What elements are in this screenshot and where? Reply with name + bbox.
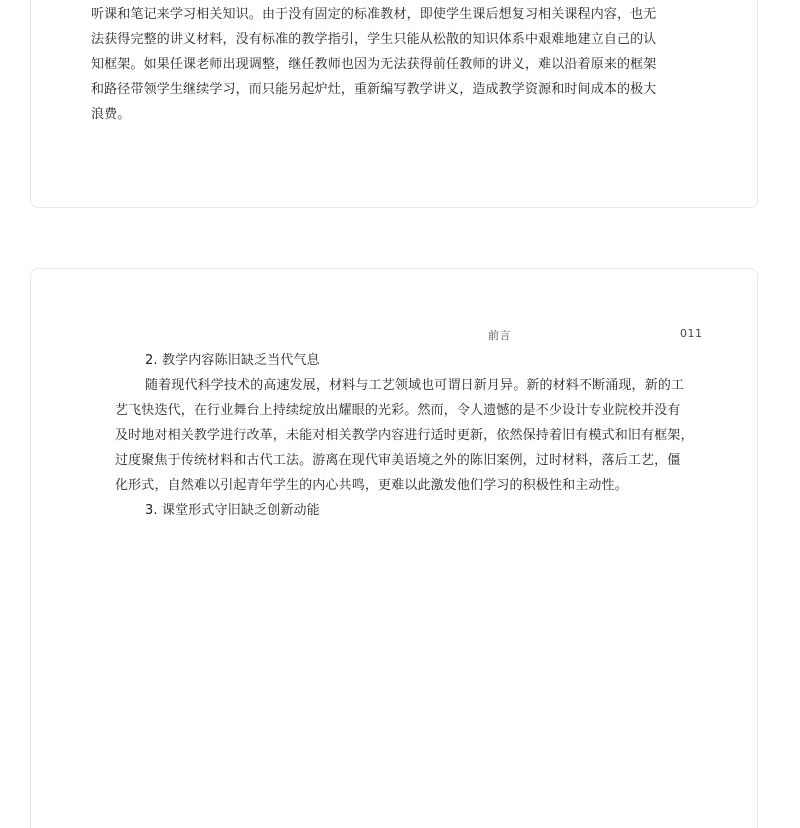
text-line: 和路径带领学生继续学习，而只能另起炉灶，重新编写教学讲义，造成教学资源和时间成本的极大 [91, 82, 657, 97]
text-line: 及时地对相关教学进行改革，未能对相关教学内容进行适时更新，依然保持着旧有模式和旧有框架， [115, 428, 694, 443]
text-line: 浪费。 [91, 107, 131, 122]
book-page-upper [30, 0, 758, 208]
text-line: 随着现代科学技术的高速发展，材料与工艺领域也可谓日新月异。新的材料不断涌现，新的工 [145, 378, 685, 393]
text-line: 知框架。如果任课老师出现调整，继任教师也因为无法获得前任教师的讲义，难以沿着原来的框架 [91, 57, 657, 72]
text-line: 化形式，自然难以引起青年学生的内心共鸣，更难以此激发他们学习的积极性和主动性。 [115, 478, 628, 493]
text-line: 过度聚焦于传统材料和古代工法。游离在现代审美语境之外的陈旧案例，过时材料，落后工艺，僵 [115, 453, 681, 468]
section-heading-3: 3. 课堂形式守旧缺乏创新动能 [145, 503, 320, 518]
text-line: 听课和笔记来学习相关知识。由于没有固定的标准教材，即使学生课后想复习相关课程内容，也无 [91, 7, 657, 22]
section-heading-2: 2. 教学内容陈旧缺乏当代气息 [145, 353, 320, 368]
page-number: 011 [680, 327, 703, 340]
text-line: 法获得完整的讲义材料，没有标准的教学指引，学生只能从松散的知识体系中艰难地建立自己的认 [91, 32, 657, 47]
running-head-title: 前言 [488, 329, 511, 342]
text-line: 艺飞快迭代，在行业舞台上持续绽放出耀眼的光彩。然而，令人遗憾的是不少设计专业院校并没有 [115, 403, 681, 418]
section-text [115, 348, 694, 523]
body-text [91, 2, 657, 127]
